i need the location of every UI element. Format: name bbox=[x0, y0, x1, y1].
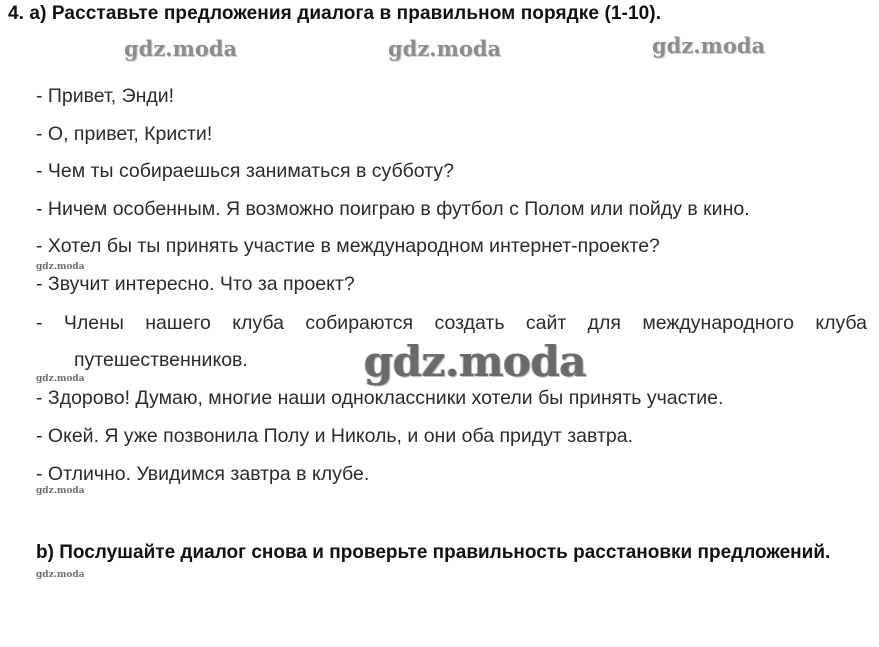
dialogue-line-1: - Привет, Энди! bbox=[36, 85, 175, 107]
part-b-instruction: b) Послушайте диалог снова и проверьте правильность расстановки предложений. bbox=[36, 542, 831, 563]
dialogue-line-10: - Отлично. Увидимся завтра в клубе. bbox=[36, 463, 370, 485]
dialogue-line-8: - Здорово! Думаю, многие наши одноклассники хотели бы принять участие. bbox=[36, 387, 724, 409]
dialogue-line-7-first: - Члены нашего клуба собираются создать сайт для международного клуба bbox=[36, 312, 867, 334]
dialogue-line-4: - Ничем особенным. Я возможно поиграю в футбол с Полом или пойду в кино. bbox=[36, 198, 750, 220]
dialogue-line-6: - Звучит интересно. Что за проект? bbox=[36, 273, 355, 295]
watermark-small-2: gdz.moda bbox=[36, 374, 85, 384]
watermark-top-1: gdz.moda bbox=[124, 36, 238, 61]
watermark-small-1: gdz.moda bbox=[36, 262, 85, 272]
dialogue-line-7-continuation: путешественников. bbox=[74, 349, 248, 371]
exercise-heading: 4. a) Расставьте предложения диалога в правильном порядке (1-10). bbox=[8, 3, 662, 24]
dialogue-line-9: - Окей. Я уже позвонила Полу и Николь, и они оба придут завтра. bbox=[36, 425, 633, 447]
dialogue-line-2: - О, привет, Кристи! bbox=[36, 123, 213, 145]
watermark-top-2: gdz.moda bbox=[388, 36, 502, 61]
watermark-big: gdz.moda bbox=[364, 337, 587, 386]
watermark-small-4: gdz.moda bbox=[36, 570, 85, 580]
dialogue-line-5: - Хотел бы ты принять участие в международном интернет-проекте? bbox=[36, 235, 660, 257]
watermark-small-3: gdz.moda bbox=[36, 486, 85, 496]
watermark-top-3: gdz.moda bbox=[652, 33, 766, 58]
dialogue-line-3: - Чем ты собираешься заниматься в субботу? bbox=[36, 160, 454, 182]
